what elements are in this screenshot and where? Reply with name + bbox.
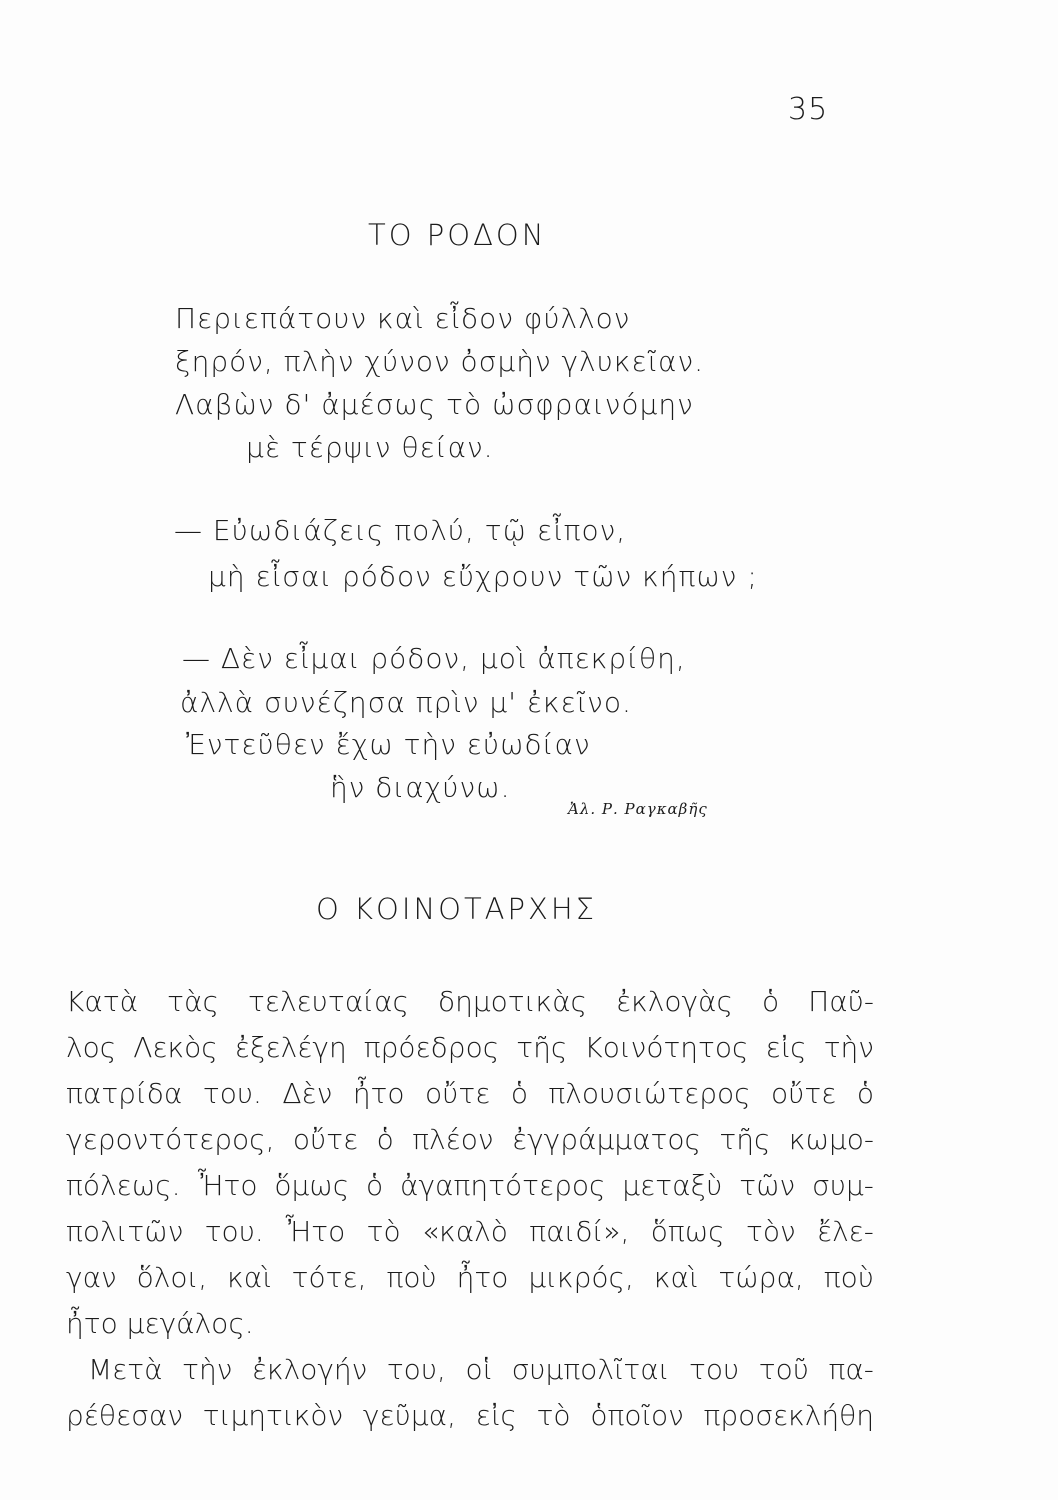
story-word: ποὺ [823, 1260, 874, 1294]
story-word: Δὲν [282, 1076, 333, 1110]
poem-title: ΤΟ ΡΟΔΟΝ [368, 218, 547, 252]
story-word: ἐγγράμματος [511, 1122, 701, 1156]
story-title: Ο ΚΟΙΝΟΤΑΡΧΗΣ [316, 892, 597, 926]
story-word: εἰς [765, 1030, 807, 1064]
story-word: καὶ [653, 1260, 699, 1294]
poem-line: ἀλλὰ συνέζησα πρὶν μ' ἐκεῖνο. [180, 686, 632, 719]
story-word: ὁ [856, 1076, 874, 1110]
story-word: μικρός, [528, 1260, 634, 1294]
story-word: ἦτο [352, 1076, 405, 1110]
story-word: πατρίδα [66, 1076, 183, 1110]
story-word: τότε, [291, 1260, 367, 1294]
story-word: ἐξελέγη [234, 1030, 347, 1064]
poem-line: — Δὲν εἶμαι ρόδον, μοὶ ἀπεκρίθη, [182, 642, 686, 675]
story-word: συμπολῖται [511, 1352, 670, 1386]
story-line [66, 1162, 874, 1208]
story-word: γαν [66, 1260, 117, 1294]
story-line [66, 1208, 874, 1254]
poem-line: Περιεπάτουν καὶ εἶδον φύλλον [175, 302, 631, 335]
story-line [66, 1392, 874, 1438]
story-word: εἰς [475, 1398, 517, 1432]
story-word: πλουσιώτερος [548, 1076, 751, 1110]
story-word: καὶ [227, 1260, 272, 1294]
story-word: τοῦ [758, 1352, 809, 1386]
story-word: πόλεως. [66, 1168, 181, 1202]
poem-line: ἣν διαχύνω. [330, 771, 511, 804]
page-number: 35 [788, 92, 829, 127]
story-word: λος [66, 1030, 117, 1064]
story-word: πα- [828, 1352, 874, 1386]
story-word: Λεκὸς [133, 1030, 218, 1064]
story-word: τὸ [536, 1398, 571, 1432]
story-word: δημοτικὰς [437, 984, 587, 1018]
story-word: οὔτε [292, 1122, 359, 1156]
story-word: γεροντότερος, [66, 1122, 275, 1156]
story-word: ὁ [376, 1122, 394, 1156]
story-word: παιδί», [529, 1214, 630, 1248]
story-word: του, [386, 1352, 446, 1386]
story-word: ἦτο [456, 1260, 509, 1294]
story-line [66, 1070, 874, 1116]
story-word: οὔτε [425, 1076, 491, 1110]
story-word: του. [204, 1214, 264, 1248]
story-word: τῆς [719, 1122, 771, 1156]
story-word: τὸ [366, 1214, 401, 1248]
story-word: προσεκλήθη [703, 1398, 874, 1432]
story-word: τῶν [739, 1168, 796, 1202]
story-word: ρέθεσαν [66, 1398, 184, 1432]
story-line [66, 978, 874, 1024]
story-line [66, 1254, 874, 1300]
story-word: «καλὸ [421, 1214, 508, 1248]
story-word: οὔτε [771, 1076, 837, 1110]
story-text [66, 978, 874, 1438]
story-word: πρόεδρος [363, 1030, 500, 1064]
story-line [66, 1116, 874, 1162]
poem-line: μὲ τέρψιν θείαν. [246, 431, 494, 464]
poem-line: μὴ εἶσαι ρόδον εὔχρουν τῶν κήπων ; [208, 560, 758, 593]
story-word: συμ- [812, 1168, 874, 1202]
story-word: ἔλε- [816, 1214, 874, 1248]
story-word: του [689, 1352, 740, 1386]
story-word: οἱ [465, 1352, 493, 1386]
story-word: μεταξὺ [622, 1168, 723, 1202]
story-word: του. [202, 1076, 262, 1110]
poem-line: Λαβὼν δ' ἀμέσως τὸ ὠσφραινόμην [175, 388, 694, 421]
story-word: πολιτῶν [66, 1214, 184, 1248]
poem-author: Ἀλ. Ρ. Ραγκαβῆς [568, 800, 708, 818]
story-word: Ἦτο [285, 1214, 346, 1248]
story-line [66, 1024, 874, 1070]
story-word: τῆς [516, 1030, 568, 1064]
story-word: Παῦ- [808, 984, 874, 1018]
story-word: πλέον [412, 1122, 494, 1156]
poem-line: Ἐντεῦθεν ἔχω τὴν εὐωδίαν [186, 728, 591, 761]
poem-line: ξηρόν, πλὴν χύνον ὀσμὴν γλυκεῖαν. [175, 345, 705, 378]
story-word: Κατὰ [66, 984, 139, 1018]
story-word: τὸν [745, 1214, 796, 1248]
story-word: τιμητικὸν [202, 1398, 344, 1432]
story-word: ἐκλογήν [251, 1352, 368, 1386]
story-word: τελευταίας [247, 984, 409, 1018]
story-word: ἀγαπητότερος [400, 1168, 606, 1202]
poem-line: — Εὐωδιάζεις πολύ, τῷ εἶπον, [174, 514, 627, 547]
story-word: ὁποῖον [590, 1398, 684, 1432]
story-word: ἐκλογὰς [616, 984, 733, 1018]
story-word: ὁ [761, 984, 780, 1018]
story-word: τώρα, [718, 1260, 804, 1294]
story-word: τὴν [182, 1352, 233, 1386]
story-word: ὁ [366, 1168, 384, 1202]
story-word: ὁ [510, 1076, 528, 1110]
story-word: ὅλοι, [136, 1260, 208, 1294]
story-word: ὅπως [650, 1214, 725, 1248]
story-word: Κοινότητος [584, 1030, 749, 1064]
story-word: τὰς [167, 984, 219, 1018]
story-word: κωμο- [788, 1122, 874, 1156]
story-word: τὴν [823, 1030, 874, 1064]
story-line [66, 1346, 874, 1392]
story-line: ἦτο μεγάλος. [66, 1306, 254, 1340]
story-word: Μετὰ [88, 1352, 163, 1386]
story-word: Ἦτο [197, 1168, 258, 1202]
story-word: γεῦμα, [362, 1398, 456, 1432]
story-word: ποὺ [386, 1260, 437, 1294]
story-word: ὅμως [274, 1168, 350, 1202]
